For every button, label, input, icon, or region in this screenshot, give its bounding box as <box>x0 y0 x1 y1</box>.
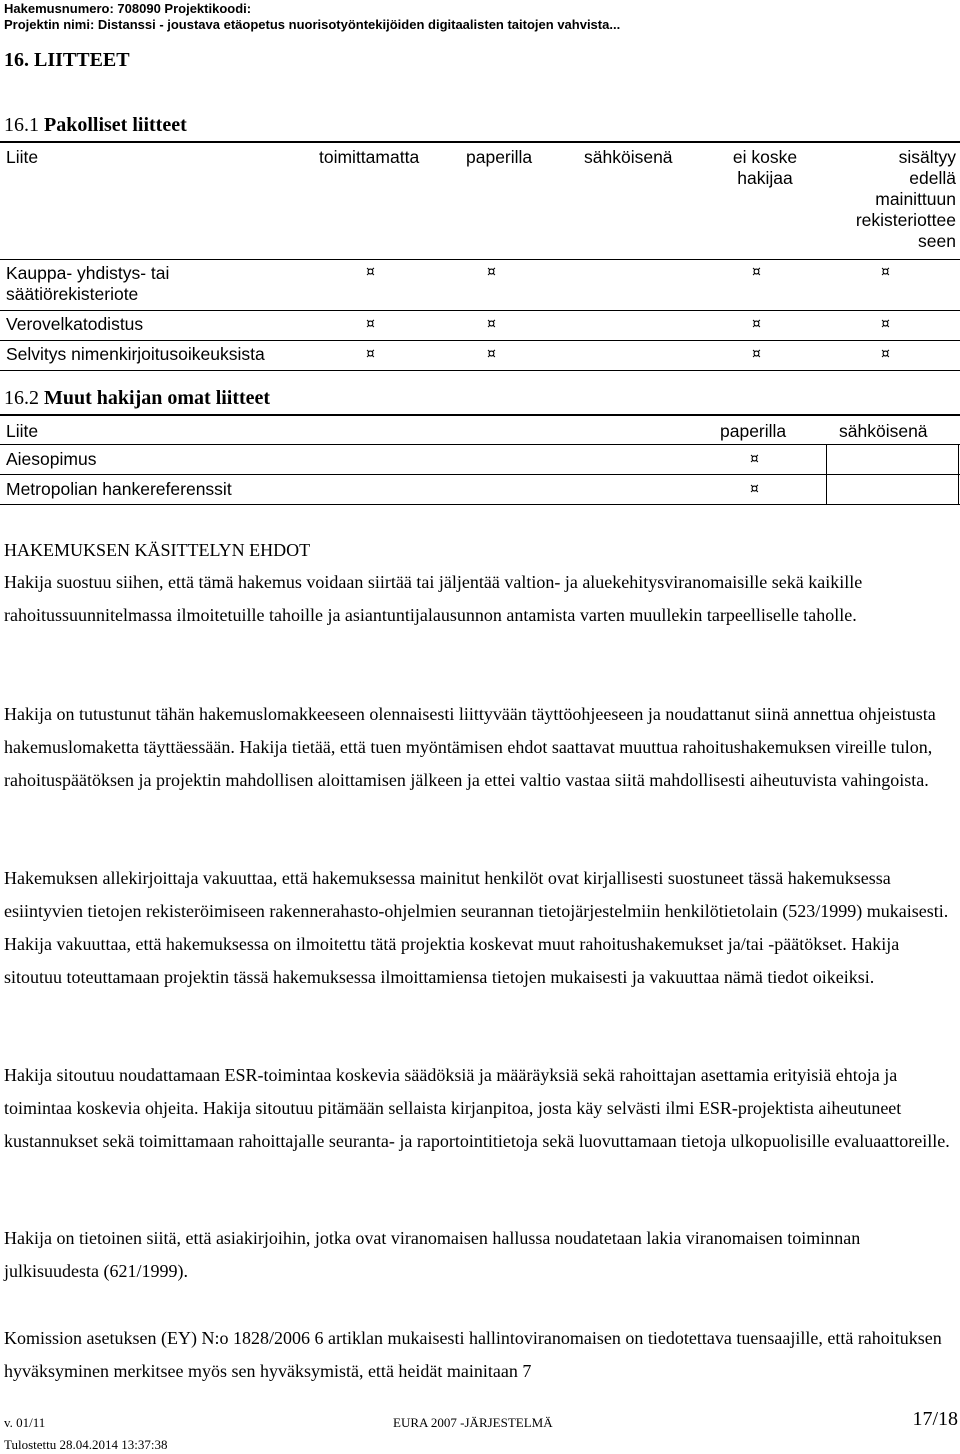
table-row-label: Aiesopimus <box>6 449 97 469</box>
col-header-liite: Liite <box>6 147 39 167</box>
checked-mark-icon: ¤ <box>881 316 890 332</box>
header-project-name: Projektin nimi: Distanssi - joustava etäopetus nuorisotyöntekijöiden digitaalisten taitojen vahvista... <box>4 17 621 32</box>
col-header-sahkoisena: sähköisenä <box>584 147 673 167</box>
terms-paragraph: Hakija on tutustunut tähän hakemuslomakkeeseen olennaisesti liittyvään täyttöohjeeseen ja noudattanut siinä annettua ohjeistusta hakemuslomaketta täyttäessään. Hakija tietää, että tuen myöntämisen ehdot saattavat muuttua rahoitushakemuksen vireille tulon, rahoituspäätöksen ja projektin mahdollisen aloittamisen jälkeen ja ettei valtio vastaa siitä mahdollisesti aiheutuvista vahingoista. <box>4 704 936 790</box>
col-header-ei-koske: ei koske hakijaa <box>732 147 798 188</box>
subsection-text: Muut hakijan omat liitteet <box>44 387 271 409</box>
checked-mark-icon: ¤ <box>487 316 496 332</box>
checked-mark-icon: ¤ <box>366 346 375 362</box>
checked-mark-icon: ¤ <box>752 316 761 332</box>
subsection-number: 16.2 <box>4 387 39 409</box>
table-row-label: Selvitys nimenkirjoitusoikeuksista <box>6 344 265 364</box>
checked-mark-icon: ¤ <box>881 346 890 362</box>
col-header-toimittamatta: toimittamatta <box>319 147 420 167</box>
header-application-number: Hakemusnumero: 708090 Projektikoodi: <box>4 1 252 16</box>
checked-mark-icon: ¤ <box>487 264 496 280</box>
subsection-number: 16.1 <box>4 114 39 136</box>
checked-mark-icon: ¤ <box>881 264 890 280</box>
col-header-paperilla: paperilla <box>466 147 533 167</box>
table-row-label: Metropolian hankereferenssit <box>6 479 232 499</box>
checked-mark-icon: ¤ <box>752 264 761 280</box>
checked-mark-icon: ¤ <box>752 346 761 362</box>
footer-printed: Tulostettu 28.04.2014 13:37:38 <box>4 1437 168 1452</box>
terms-paragraph: Komission asetuksen (EY) N:o 1828/2006 6 artiklan mukaisesti hallintoviranomaisen on tiedotettava tuensaajille, että rahoituksen hyväksyminen merkitsee myös sen hyväksymistä, että heidät mainitaan 7 <box>4 1328 942 1381</box>
checked-mark-icon: ¤ <box>366 316 375 332</box>
checked-mark-icon: ¤ <box>487 346 496 362</box>
terms-paragraph: Hakija suostuu siihen, että tämä hakemus voidaan siirtää tai jäljentää valtion- ja aluekehitysviranomaisille sekä kaikille rahoitussuunnitelmassa ilmoitetuille tahoille ja asiantuntijalausunnon antamista varten muullekin tarpeelliselle taholle. <box>4 572 863 625</box>
checked-mark-icon: ¤ <box>750 481 759 497</box>
table-row-label: Kauppa- yhdistys- tai säätiörekisteriote <box>6 263 170 304</box>
col-header-sahkoisena: sähköisenä <box>839 421 928 441</box>
footer-version: v. 01/11 <box>4 1415 46 1430</box>
footer-system: EURA 2007 -JÄRJESTELMÄ <box>393 1415 553 1430</box>
checked-mark-icon: ¤ <box>750 451 759 467</box>
subsection-text: Pakolliset liitteet <box>44 114 187 136</box>
terms-paragraph: Hakemuksen allekirjoittaja vakuuttaa, että hakemuksessa mainitut henkilöt ovat kirjallisesti suostuneet tässä hakemuksessa esiintyvien tietojen rekisteröimiseen rakennerahasto-ohjelmien seurannan tietojärjestelmiin henkilötietolain (523/1999) mukaisesti. Hakija vakuuttaa, että hakemuksessa on ilmoitettu tätä projektia koskevat muut rahoitushakemukset ja/tai -päätökset. Hakija sitoutuu toteuttamaan projektin tässä hakemuksessa ilmoittamiensa tietojen mukaisesti ja vakuuttaa nämä tiedot oikeiksi. <box>4 868 949 987</box>
section-title: 16. LIITTEET <box>4 49 130 71</box>
subsection-title-other <box>4 387 270 410</box>
col-header-liite: Liite <box>6 421 39 441</box>
terms-paragraph: Hakija on tietoinen siitä, että asiakirjoihin, jotka ovat viranomaisen hallussa noudatetaan lakia viranomaisen toiminnan julkisuudesta (621/1999). <box>4 1228 861 1281</box>
terms-heading: HAKEMUKSEN KÄSITTELYN EHDOT <box>4 540 311 560</box>
col-header-paperilla: paperilla <box>720 421 787 441</box>
terms-paragraph: Hakija sitoutuu noudattamaan ESR-toimintaa koskevia säädöksiä ja määräyksiä sekä rahoittajan asettamia erityisiä ehtoja ja toimintaa koskevia ohjeita. Hakija sitoutuu pitämään sellaista kirjanpitoa, josta käy selvästi ilmi ESR-projektista aiheutuneet kustannukset sekä toimittamaan rahoittajalle seuranta- ja raportointitietoja sekä luovuttamaan tietoja ulkopuolisille evaluaattoreille. <box>4 1065 950 1151</box>
checked-mark-icon: ¤ <box>366 264 375 280</box>
table-row-label: Verovelkatodistus <box>6 314 144 334</box>
col-header-sisaltyy: sisältyy edellä mainittuun rekisteriottee seen <box>855 147 956 251</box>
subsection-title-mandatory <box>4 114 187 137</box>
footer-page-number: 17/18 <box>912 1408 958 1430</box>
